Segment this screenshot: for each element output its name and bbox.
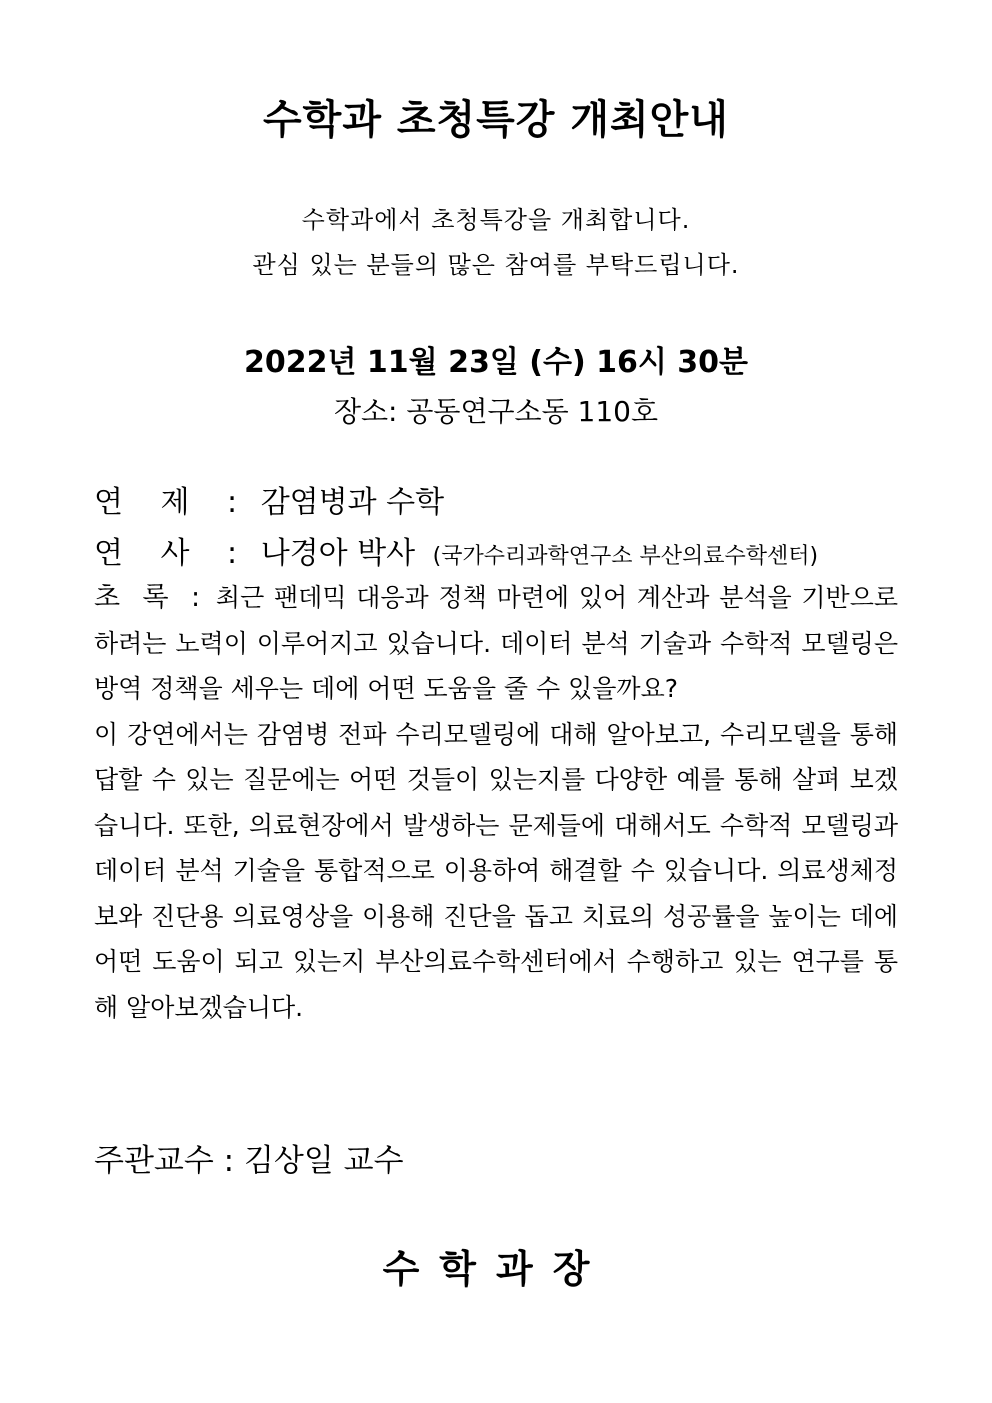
abstract-paragraph-2: 이 강연에서는 감염병 전파 수리모델링에 대해 알아보고, 수리모델을 통해 답할 수 있는 질문에는 어떤 것들이 있는지를 다양한 예를 통해 살펴 보겠습니다. 또한, 의료현장에서 발생하는 문제들에 대해서도 수학적 모델링과 데이터 분석 기술을 통합적으로 이용하여 해결할 수 있습니다. 의료생체정보와 진단용 의료영상을 이용해 진단을 돕고 치료의 성공률을 높이는 데에 어떤 도움이 되고 있는지 부산의료수학센터에서 수행하고 있는 연구를 통해 알아보겠습니다.	[94, 719, 898, 1022]
topic-row	[94, 477, 444, 521]
abstract-text-1: 최근 팬데믹 대응과 정책 마련에 있어 계산과 분석을 기반으로 하려는 노력이 이루어지고 있습니다. 데이터 분석 기술과 수학적 모델링은 방역 정책을 세우는 데에 어떤 도움을 줄 수 있을까요?	[94, 583, 898, 703]
topic-value: 감염병과 수학	[260, 485, 445, 520]
host-label: 주관교수 :	[94, 1143, 235, 1179]
event-datetime: 2022년 11월 23일 (수) 16시 30분	[243, 345, 748, 380]
abstract-section	[94, 575, 898, 1030]
abstract-label: 초 록 :	[94, 582, 207, 613]
department-signature: 수학과장	[382, 1247, 610, 1291]
host-professor-row	[94, 1135, 404, 1180]
host-name: 김상일 교수	[243, 1143, 404, 1179]
intro-line-2: 관심 있는 분들의 많은 참여를 부탁드립니다.	[252, 251, 740, 279]
page-title: 수학과 초청특강 개최안내	[263, 97, 729, 143]
topic-label: 연 제 :	[94, 485, 252, 520]
event-place: 장소: 공동연구소동 110호	[333, 395, 659, 428]
abstract-paragraph-1	[94, 575, 898, 712]
speaker-label: 연 사 :	[94, 536, 252, 571]
speaker-affiliation: (국가수리과학연구소 부산의료수학센터)	[432, 544, 819, 569]
speaker-row	[94, 528, 818, 572]
intro-line-1: 수학과에서 초청특강을 개최합니다.	[301, 206, 691, 234]
speaker-name: 나경아 박사	[260, 536, 416, 571]
